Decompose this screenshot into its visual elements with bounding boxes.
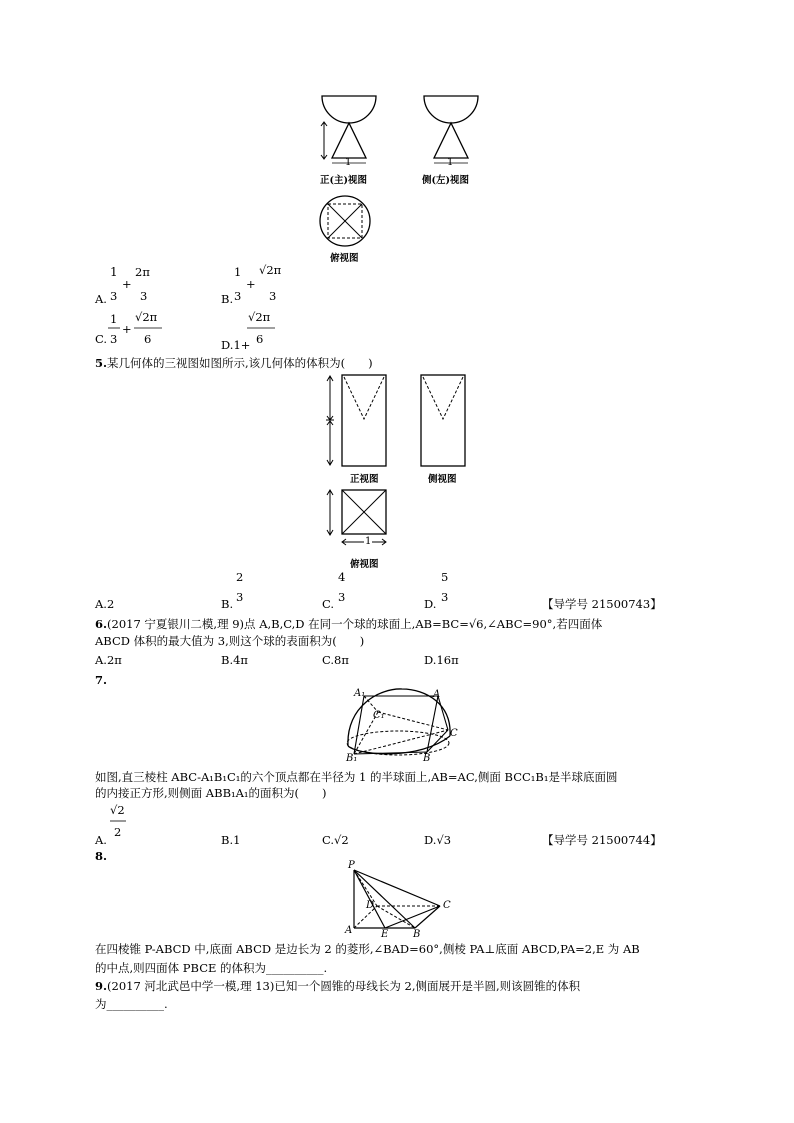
q7-option-a-den: 2 — [114, 825, 122, 839]
q8-line2: 的中点,则四面体 PBCE 的体积为__________. — [95, 961, 328, 975]
q4-front-dim: 1 — [345, 157, 352, 168]
q4-option-b-num1: 1 — [234, 265, 242, 279]
q5-top-caption: 俯视图 — [350, 559, 379, 570]
q5-option-b-label: B. — [221, 597, 234, 611]
q7-label-a: A — [433, 689, 441, 700]
q4-top-caption: 俯视图 — [330, 253, 359, 264]
q8-label-p: P — [348, 860, 355, 871]
q4-front-view — [318, 94, 380, 166]
q9-number: 9. — [95, 979, 108, 993]
q5-side-view — [420, 374, 468, 468]
q8-label-b: B — [413, 929, 421, 940]
q4-option-b-den2: 3 — [269, 289, 277, 303]
q9-line1-text: (2017 河北武邑中学一模,理 13)已知一个圆锥的母线长为 2,侧面展开是半圆,则该圆锥的体积 — [107, 979, 581, 993]
q4-option-a-num2: 2π — [135, 265, 150, 279]
q4-side-dim: 1 — [447, 157, 454, 168]
q6-option-d: D.16π — [424, 653, 459, 667]
q6-option-b: B.4π — [221, 653, 248, 667]
frac-num: 1 — [110, 265, 118, 279]
q7-option-a-label: A. — [95, 833, 107, 847]
q5-guide-number: 【导学号 21500743】 — [542, 597, 662, 611]
q5-option-a: A.2 — [95, 597, 115, 611]
q4-option-a-den2: 3 — [140, 289, 148, 303]
q8-pyramid-figure — [345, 862, 455, 938]
q7-label-c1: C₁ — [373, 710, 385, 721]
q4-option-d-num2: √2π — [248, 310, 271, 324]
q9-line2: 为__________. — [95, 997, 168, 1011]
q7-option-c: C.√2 — [322, 833, 349, 847]
q7-option-a-bar — [110, 820, 126, 822]
q4-option-c-num2: √2π — [135, 310, 158, 324]
q4-option-d-den2: 6 — [256, 332, 264, 346]
q4-front-caption: 正(主)视图 — [320, 175, 367, 186]
q5-front-view — [320, 374, 390, 468]
q5-option-c-label: C. — [322, 597, 335, 611]
q4-option-c-den2: 6 — [144, 332, 152, 346]
q5-option-b-den: 3 — [236, 590, 244, 604]
q7-option-d: D.√3 — [424, 833, 452, 847]
q4-option-a-label: A. — [95, 292, 107, 306]
q7-label-b: B — [423, 753, 431, 764]
q4-option-d-bar — [247, 327, 275, 329]
q5-option-c-num: 4 — [338, 570, 346, 584]
q4-option-a-frac1 — [110, 265, 118, 279]
q4-option-c-label: C. — [95, 332, 108, 346]
q6-line1 — [95, 617, 602, 631]
q6-number: 6. — [95, 617, 108, 631]
q5-option-d-num: 5 — [441, 570, 449, 584]
q5-option-d-den: 3 — [441, 590, 449, 604]
q5-number: 5. — [95, 356, 108, 370]
q6-option-c: C.8π — [322, 653, 349, 667]
q6-line1-text: (2017 宁夏银川二模,理 9)点 A,B,C,D 在同一个球的球面上,AB=BC=√6,∠ABC=90°,若四面体 — [107, 617, 603, 631]
q4-top-view — [318, 194, 374, 250]
q4-option-b-den1: 3 — [234, 289, 242, 303]
q7-option-b: B.1 — [221, 833, 241, 847]
q5-option-d-label: D. — [424, 597, 437, 611]
q7-number: 7. — [95, 673, 108, 687]
q7-option-a-num: √2 — [110, 803, 125, 817]
q5-top-dim: 1 — [365, 536, 372, 547]
q7-label-c: C — [450, 728, 458, 739]
q8-line1: 在四棱锥 P-ABCD 中,底面 ABCD 是边长为 2 的菱形,∠BAD=60°,侧棱 PA⊥底面 ABCD,PA=2,E 为 AB — [95, 942, 640, 956]
q4-option-c-den1: 3 — [110, 332, 118, 346]
q5-option-c-den: 3 — [338, 590, 346, 604]
q4-side-view — [420, 94, 482, 166]
q7-line2: 的内接正方形,则侧面 ABB₁A₁的面积为( ) — [95, 786, 327, 800]
q7-label-a1: A₁ — [354, 688, 366, 699]
q7-line1: 如图,直三棱柱 ABC-A₁B₁C₁的六个顶点都在半径为 1 的半球面上,AB=AC,侧面 BCC₁B₁是半球底面圆 — [95, 770, 618, 784]
q7-guide-number: 【导学号 21500744】 — [542, 833, 662, 847]
q5-option-b-num: 2 — [236, 570, 244, 584]
q4-option-b-num2: √2π — [259, 263, 282, 277]
q8-number: 8. — [95, 849, 108, 863]
q4-side-caption: 侧(左)视图 — [422, 175, 469, 186]
q8-label-a: A — [345, 925, 353, 936]
q4-option-c-num1: 1 — [110, 312, 118, 326]
q5-stem-text: 某几何体的三视图如图所示,该几何体的体积为( ) — [107, 356, 373, 370]
q8-label-c: C — [443, 900, 451, 911]
q9-line1 — [95, 979, 580, 993]
q4-option-b-plus: + — [246, 277, 256, 291]
q8-label-e: E — [381, 929, 389, 940]
q4-option-c-plus: + — [122, 322, 132, 336]
q4-option-b-label: B. — [221, 292, 234, 306]
q4-option-a-plus: + — [122, 277, 132, 291]
q5-side-caption: 侧视图 — [428, 474, 457, 485]
q5-stem — [95, 356, 373, 370]
q7-label-b1: B₁ — [346, 753, 358, 764]
q4-option-c-bar2 — [134, 327, 162, 329]
q8-label-d: D — [366, 900, 375, 911]
q4-option-d-label: D.1+ — [221, 338, 251, 352]
q4-option-c-bar1 — [108, 327, 120, 329]
q5-front-caption: 正视图 — [350, 474, 379, 485]
q4-option-a-den1: 3 — [110, 289, 118, 303]
q5-top-view — [320, 488, 390, 548]
q6-option-a: A.2π — [95, 653, 122, 667]
q6-line2: ABCD 体积的最大值为 3,则这个球的表面积为( ) — [95, 634, 365, 648]
